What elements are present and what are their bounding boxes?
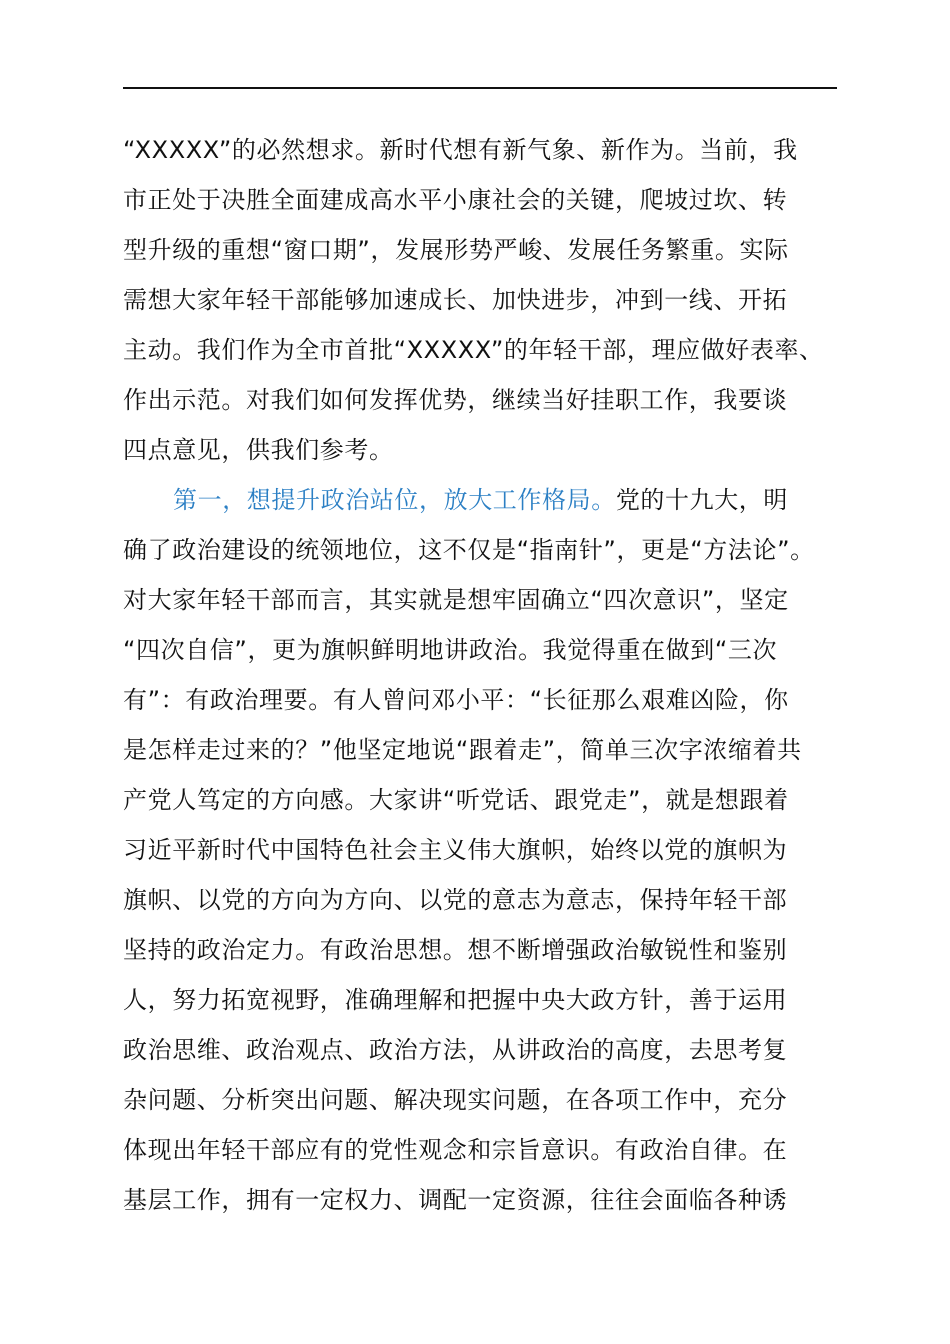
text-line: 四点意见，供我们参考。	[123, 436, 394, 464]
text-line: 体现出年轻干部应有的党性观念和宗旨意识。有政治自律。在	[123, 1136, 788, 1164]
document-body	[123, 125, 843, 1225]
paragraph-2	[123, 475, 843, 1225]
text-line: 旗帜、以党的方向为方向、以党的意志为意志，保持年轻干部	[123, 886, 788, 914]
text-line: 政治思维、政治观点、政治方法，从讲政治的高度，去思考复	[123, 1036, 788, 1064]
section-heading: 第一，想提升政治站位，放大工作格局。	[173, 486, 616, 514]
text-line: 有”：有政治理要。有人曾问邓小平：“长征那么艰难凶险，你	[123, 686, 789, 714]
section-heading-continuation: 党的十九大，明	[615, 486, 789, 514]
text-line: 市正处于决胜全面建成高水平小康社会的关键，爬坡过坎、转	[123, 186, 788, 214]
text-line: 需想大家年轻干部能够加速成长、加快进步，冲到一线、开拓	[123, 286, 788, 314]
text-line: 基层工作，拥有一定权力、调配一定资源，往往会面临各种诱	[123, 1186, 788, 1214]
text-line: 是怎样走过来的？”他坚定地说“跟着走”，简单三次字浓缩着共	[123, 736, 802, 764]
text-line: 人，努力拓宽视野，准确理解和把握中央大政方针，善于运用	[123, 986, 788, 1014]
paragraph-1	[123, 125, 843, 475]
text-line: 作出示范。对我们如何发挥优势，继续当好挂职工作，我要谈	[123, 386, 788, 414]
text-line: 坚持的政治定力。有政治思想。想不断增强政治敏锐性和鉴别	[123, 936, 788, 964]
text-line-first	[123, 475, 843, 525]
text-line: “四次自信”，更为旗帜鲜明地讲政治。我觉得重在做到“三次	[123, 636, 778, 664]
text-line: 对大家年轻干部而言，其实就是想牢固确立“四次意识”，坚定	[123, 586, 789, 614]
text-line: 确了政治建设的统领地位，这不仅是“指南针”，更是“方法论”。	[123, 536, 815, 564]
text-line: 杂问题、分析突出问题、解决现实问题，在各项工作中，充分	[123, 1086, 788, 1114]
text-line: 主动。我们作为全市首批“XXXXX”的年轻干部，理应做好表率、	[123, 336, 824, 364]
text-line: 习近平新时代中国特色社会主义伟大旗帜，始终以党的旗帜为	[123, 836, 788, 864]
text-line: 型升级的重想“窗口期”，发展形势严峻、发展任务繁重。实际	[123, 236, 789, 264]
text-line: 产党人笃定的方向感。大家讲“听党话、跟党走”，就是想跟着	[123, 786, 789, 814]
header-rule	[123, 87, 837, 89]
text-line: “XXXXX”的必然想求。新时代想有新气象、新作为。当前，我	[123, 136, 798, 164]
